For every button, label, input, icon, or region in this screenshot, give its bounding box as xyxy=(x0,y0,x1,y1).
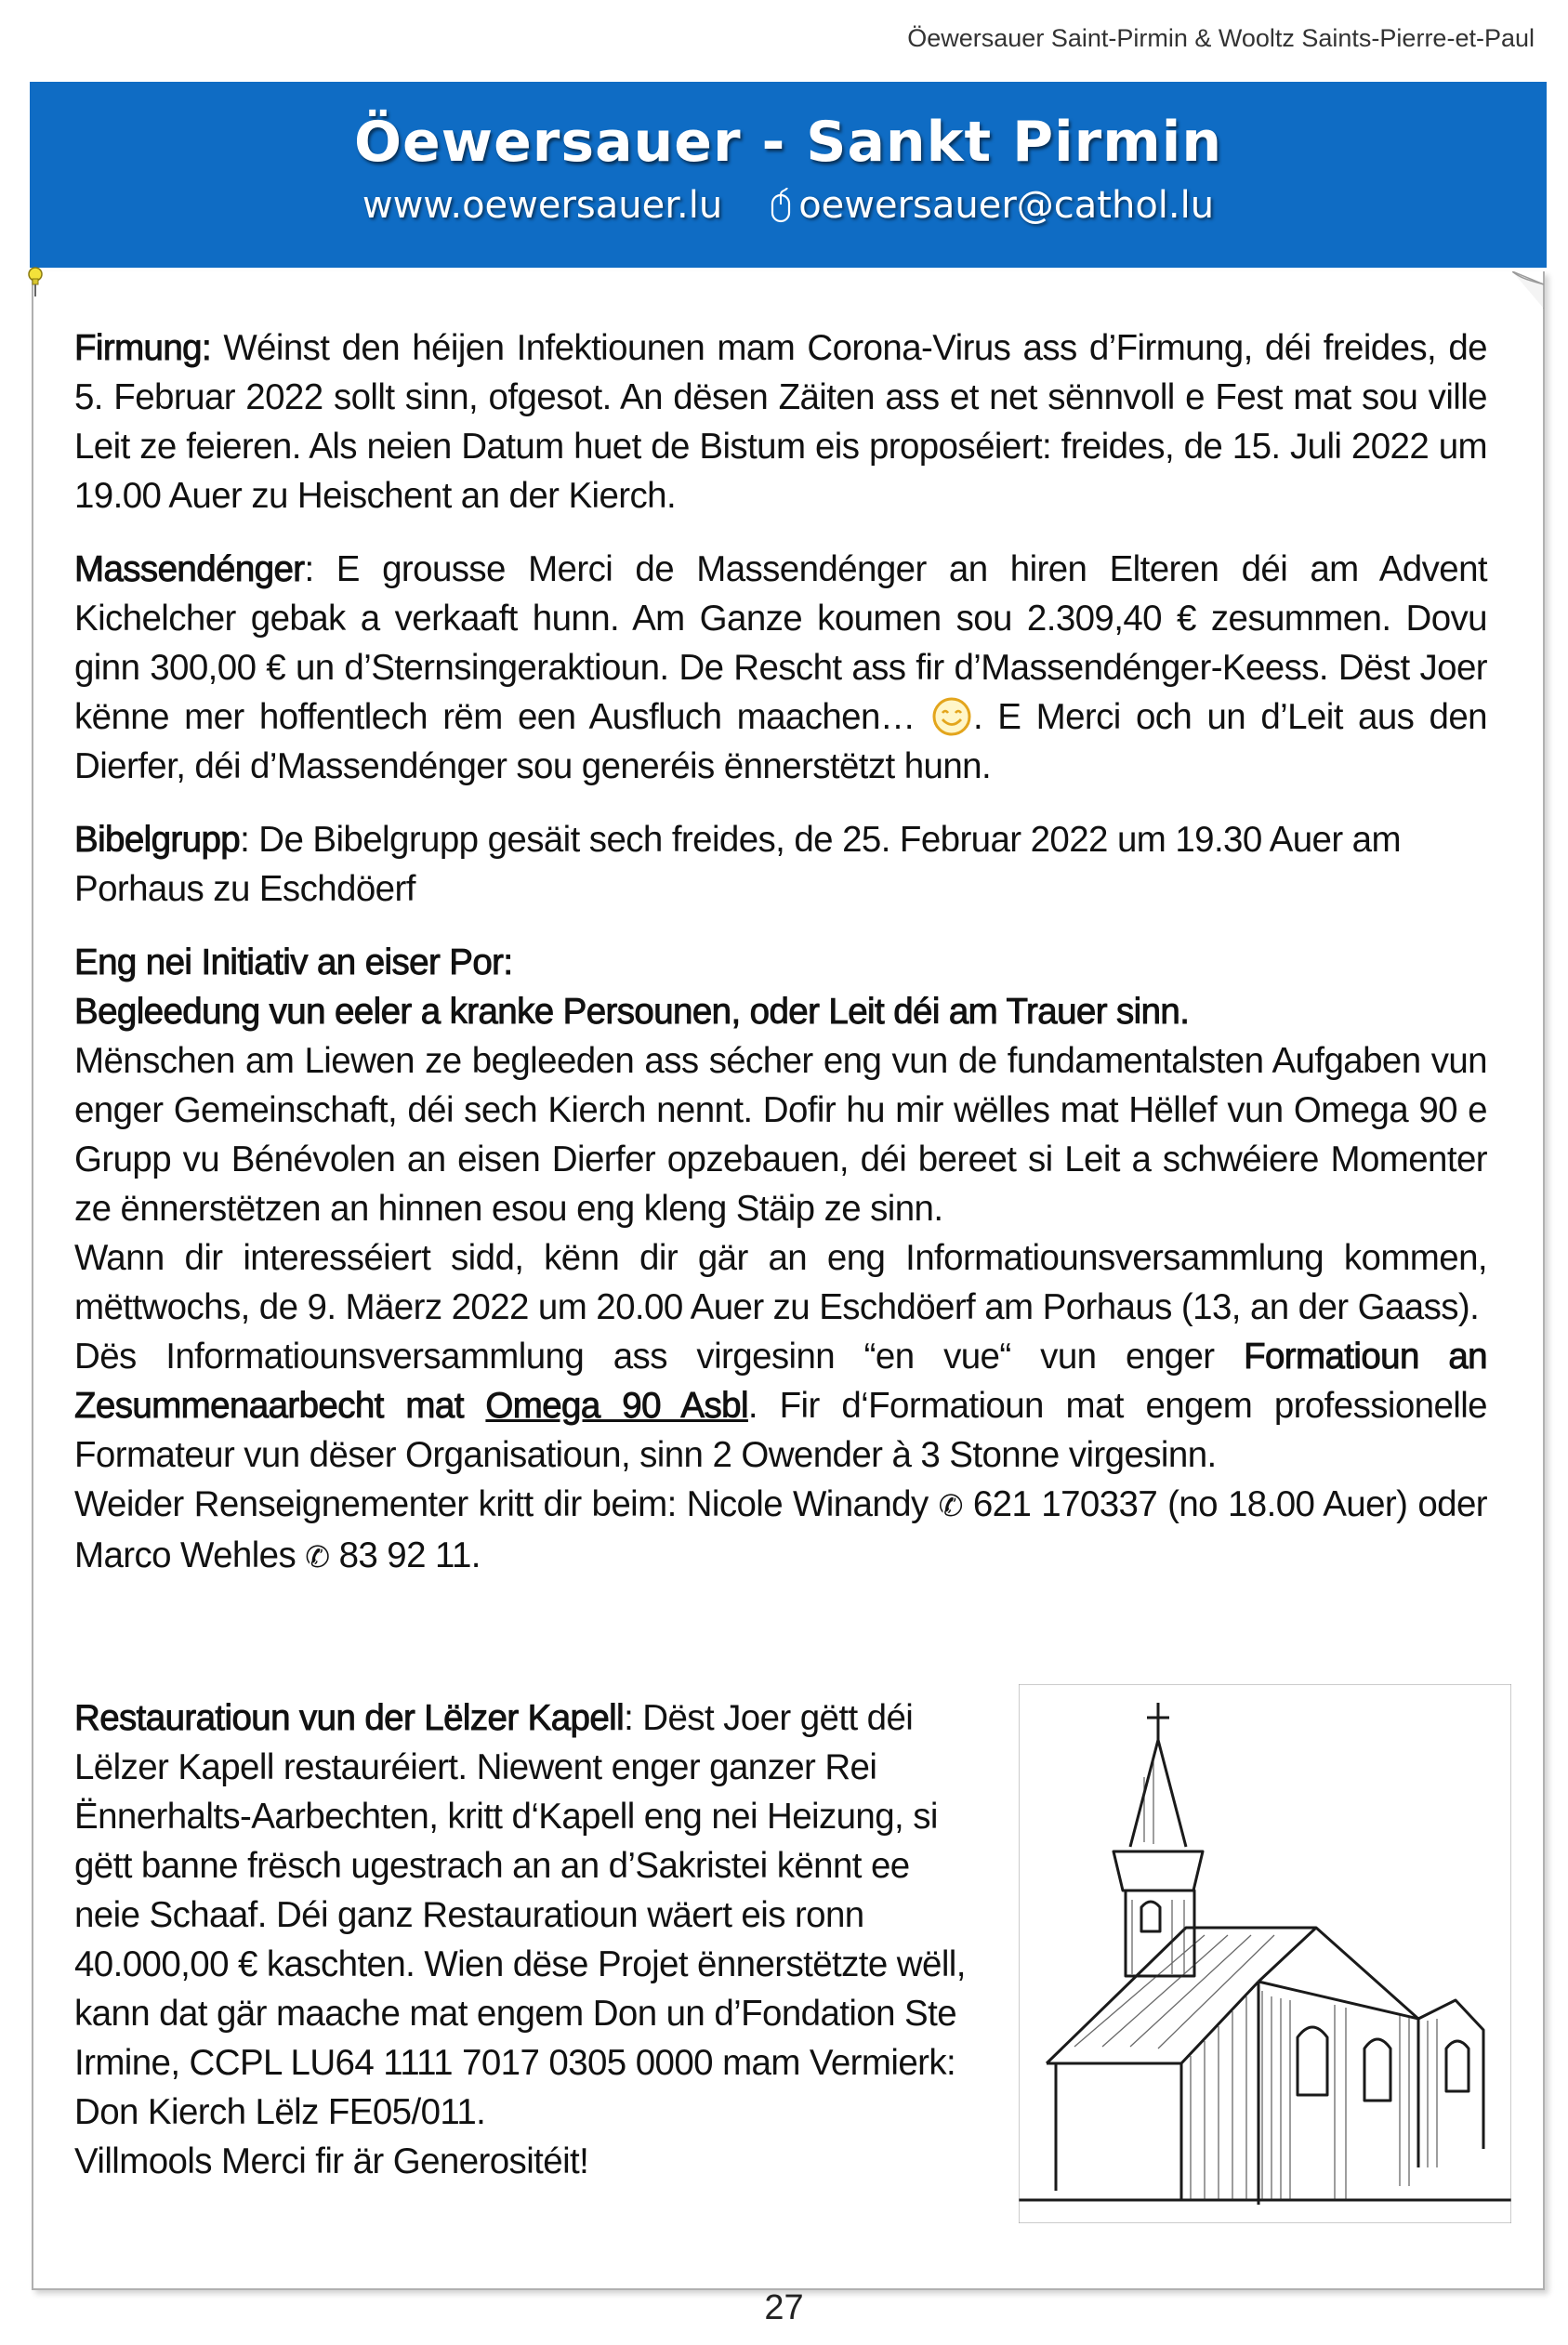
running-header: Öewersauer Saint-Pirmin & Wooltz Saints-Pierre-et-Paul xyxy=(907,24,1535,52)
pushpin-icon xyxy=(24,266,46,297)
restauratioun-thanks: Villmools Merci fir är Generositéit! xyxy=(74,2141,589,2181)
formatioun-bold: Formatioun an Zesummenaarbecht mat xyxy=(74,1337,1487,1426)
banner-contacts xyxy=(30,184,1547,227)
phone-icon: ✆ xyxy=(305,1539,330,1574)
p3-text-a: Dës Informatiounsversammlung ass virgesinn “en vue“ vun enger xyxy=(74,1337,1245,1377)
initiativ-paragraph-3 xyxy=(74,1332,1487,1480)
parish-banner xyxy=(30,82,1547,268)
bibelgrupp-paragraph xyxy=(74,815,1487,914)
article-body xyxy=(74,323,1487,1582)
restauratioun-section xyxy=(74,1693,967,2186)
p4-text-a: Weider Renseignementer kritt dir beim: Nicole Winandy xyxy=(74,1484,939,1524)
bibelgrupp-text: : De Bibelgrupp gesäit sech freides, de 25. Februar 2022 um 19.30 Auer am Porhaus zu Eschdöerf xyxy=(74,820,1401,909)
restauratioun-label: Restauratioun vun der Lëlzer Kapell xyxy=(74,1698,625,1738)
initiativ-heading-2: Begleedung vun eeler a kranke Persounen, oder Leit déi am Trauer sinn. xyxy=(74,992,1190,1032)
initiativ-heading-1: Eng nei Initiativ an eiser Por: xyxy=(74,942,513,982)
initiativ-paragraph-2: Wann dir interesséiert sidd, kënn dir gär an eng Informatiounsversammlung kommen, mëttwochs, de 9. Mäerz 2022 um 20.00 Auer zu Eschdöerf am Porhaus (13, an der Gaass). xyxy=(74,1238,1487,1327)
massendenger-paragraph xyxy=(74,545,1487,791)
phone-number-wehles: 83 92 11 xyxy=(338,1535,471,1575)
restauratioun-paragraph xyxy=(74,1693,967,2137)
firmung-paragraph xyxy=(74,323,1487,520)
phone-icon: ✆ xyxy=(938,1488,963,1523)
bibelgrupp-label: Bibelgrupp xyxy=(74,820,241,860)
phone-number-winandy: 621 170337 xyxy=(972,1484,1158,1524)
firmung-label: Firmung: xyxy=(74,328,212,368)
massendenger-text-b: . E Merci och un d’Leit aus den Dierfer, déi d’Massendénger sou generéis ënnerstëtzt hunn. xyxy=(74,697,1487,786)
email-text: oewersauer@cathol.lu xyxy=(798,184,1215,227)
page-curl-decoration xyxy=(1512,271,1544,309)
website-link[interactable]: www.oewersauer.lu xyxy=(362,184,723,227)
computer-mouse-icon xyxy=(771,188,791,223)
smiley-icon xyxy=(932,697,971,736)
page-number: 27 xyxy=(764,2288,804,2327)
banner-title: Öewersauer - Sankt Pirmin xyxy=(353,110,1223,175)
email-contact[interactable] xyxy=(771,184,1214,227)
initiativ-paragraph-1: Mënschen am Liewen ze begleeden ass sécher eng vun de fundamentalsten Aufgaben vun enger Gemeinschaft, déi sech Kierch nennt. Dofir hu mir wëlles mat Hëllef vun Omega 90 e Grupp vu Bénévolen an eisen Dierfer opzebauen, déi bereet si Leit a schwéiere Momenter ze ënnerstëtzen an hinnen esou eng kleng Stäip ze sinn. xyxy=(74,1041,1487,1229)
massendenger-label: Massendénger xyxy=(74,549,305,589)
initiativ-paragraph-4 xyxy=(74,1480,1487,1582)
p3-text-b: . Fir d‘Formatioun mat engem professionelle Formateur vun dëser Organisatioun, sinn 2 Owender à 3 Stonne virgesinn. xyxy=(74,1386,1487,1475)
restauratioun-text: : Dëst Joer gëtt déi Lëlzer Kapell restauréiert. Niewent enger ganzer Rei Ënnerhalts-Aarbechten, kritt d‘Kapell eng nei Heizung, si gëtt banne frësch ugestrach an an d’Sakristei kënnt ee neie Schaaf. Déi ganz Restauratioun wäert eis ronn 40.000,00 € kaschten. Wien dëse Projet ënnerstëtzte wëll, kann dat gär maache mat engem Don un d’Fondation Ste Irmine, CCPL LU64 1111 7017 0305 0000 mam Vermierk: Don Kierch Lëlz FE05/011. xyxy=(74,1698,966,2132)
initiativ-section xyxy=(74,938,1487,1582)
p4-text-b: (no 18.00 Auer) oder Marco Wehles xyxy=(74,1484,1487,1575)
chapel-drawing xyxy=(1019,1684,1511,2223)
omega-90-link[interactable]: Omega 90 Asbl xyxy=(485,1386,748,1426)
massendenger-text-a: : E grousse Merci de Massendénger an hiren Elteren déi am Advent Kichelcher gebak a verkaaft hunn. Am Ganze koumen sou 2.309,40 € zesummen. Dovu ginn 300,00 € un d’Sternsingeraktioun. De Rescht ass fir d’Massendénger-Keess. Dëst Joer kënne mer hoffentlech rëm een Ausfluch maachen… xyxy=(74,549,1487,737)
p4-text-c: . xyxy=(470,1535,481,1575)
firmung-text: Wéinst den héijen Infektiounen mam Corona-Virus ass d’Firmung, déi freides, de 5. Februar 2022 sollt sinn, ofgesot. An dësen Zäiten ass et net sënnvoll e Fest mat sou ville Leit ze feieren. Als neien Datum huet de Bistum eis proposéiert: freides, de 15. Juli 2022 um 19.00 Auer zu Heischent an der Kierch. xyxy=(74,328,1487,516)
